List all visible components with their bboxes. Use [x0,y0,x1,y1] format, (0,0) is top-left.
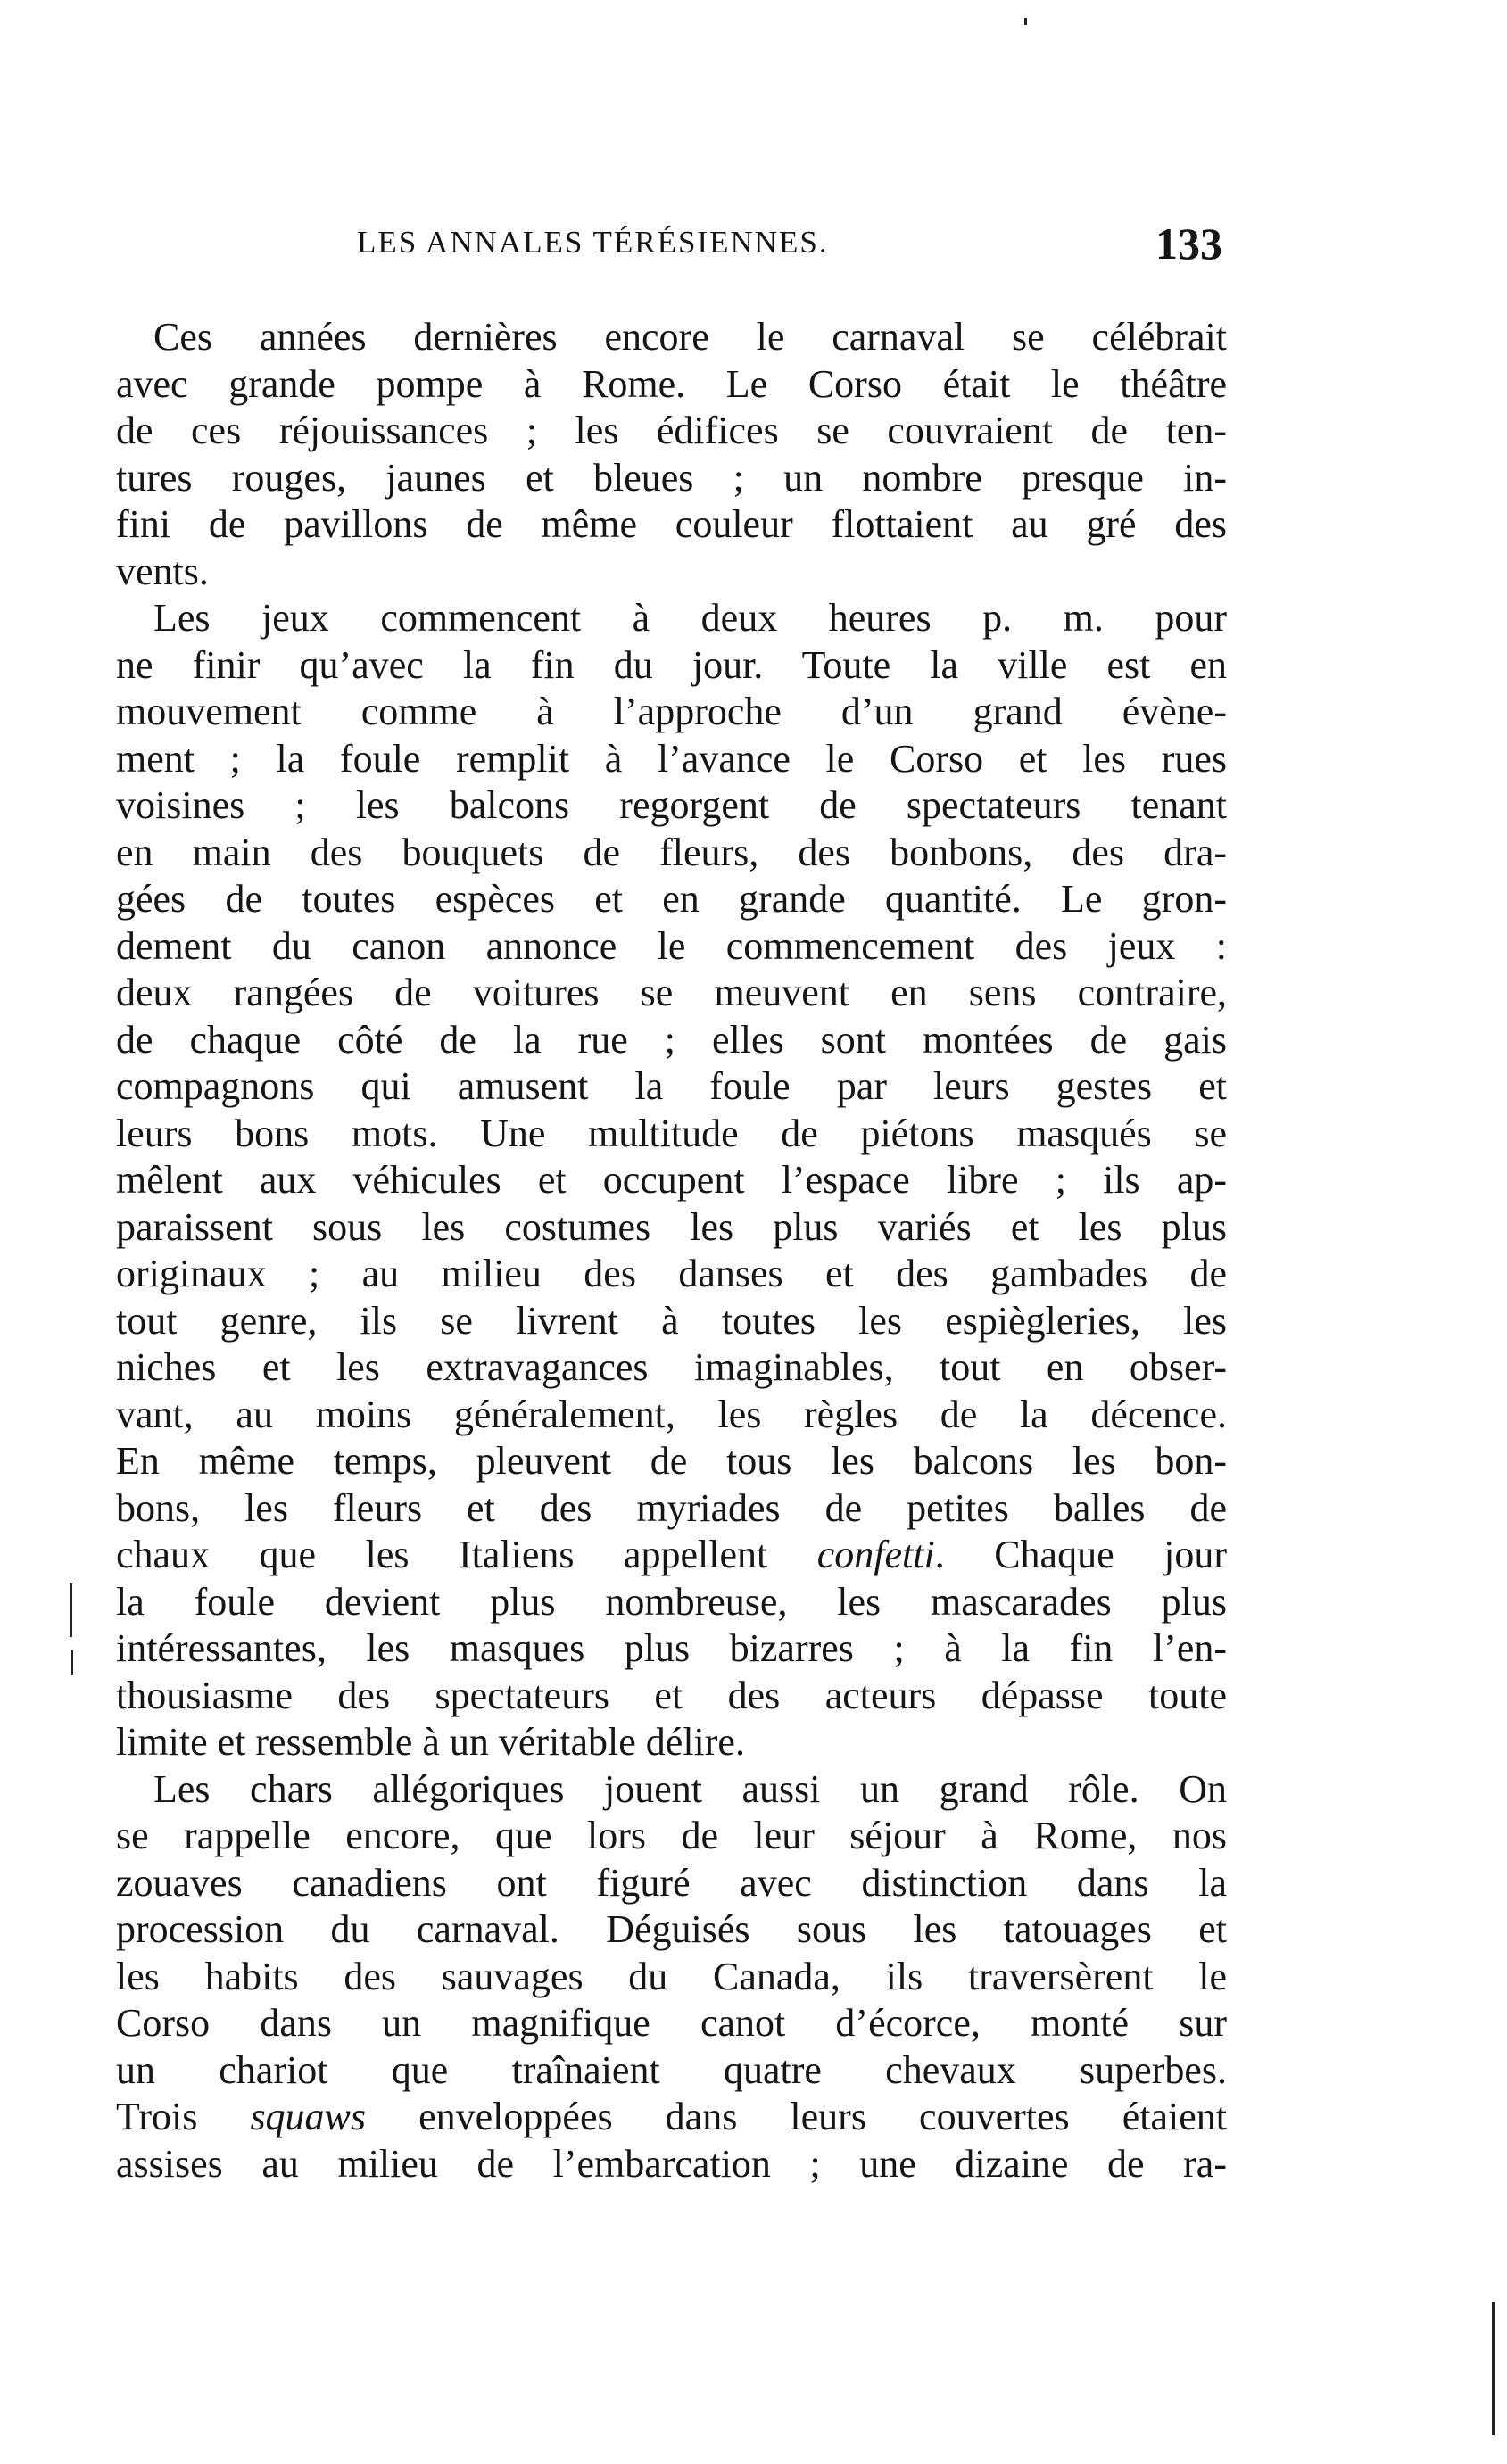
scan-mark [71,1650,73,1675]
running-title: LES ANNALES TÉRÉSIENNES. [357,225,829,260]
text-segment: chaux que les Italiens appellent [116,1533,817,1576]
text-line: paraissent sous les costumes les plus variés et les plus [116,1204,1227,1249]
text-line: Ces années dernières encore le carnaval se célébrait [153,315,1227,359]
text-line: limite et ressemble à un véritable délire. [116,1720,745,1764]
text-line: niches et les extravagances imaginables, tout en obser- [116,1345,1227,1389]
text-line: mouvement comme à l’approche d’un grand évène- [116,690,1227,733]
text-line: ment ; la foule remplit à l’avance le Corso et les rues [116,736,1227,781]
text-line: tures rouges, jaunes et bleues ; un nombre presque in- [116,455,1227,500]
text-line: gées de toutes espèces et en grande quantité. Le gron- [116,877,1227,921]
text-line: bons, les fleurs et des myriades de petites balles de [116,1485,1227,1530]
page-number: 133 [1155,219,1222,269]
text-line: vant, au moins généralement, les règles de la décence. [116,1392,1227,1436]
page-header [116,219,1231,278]
text-line: assises au milieu de l’embarcation ; une dizaine de ra- [116,2141,1227,2186]
text-line: En même temps, pleuvent de tous les balcons les bon- [116,1439,1227,1483]
text-line: ne finir qu’avec la fin du jour. Toute la ville est en [116,642,1227,687]
text-line: zouaves canadiens ont figuré avec distinction dans la [116,1860,1227,1905]
text-line: la foule devient plus nombreuse, les mascarades plus [116,1579,1227,1624]
italic-word: confetti [816,1533,935,1576]
text-line: un chariot que traînaient quatre chevaux superbes. [116,2047,1227,2092]
text-line: Corso dans un magnifique canot d’écorce, monté sur [116,2001,1227,2045]
text-line: en main des bouquets de fleurs, des bonbons, des dra- [116,830,1227,874]
italic-word: squaws [250,2095,367,2138]
text-line: Les chars allégoriques jouent aussi un grand rôle. On [153,1766,1227,1811]
text-line: dement du canon annonce le commencement des jeux : [116,923,1227,968]
text-line: vents. [116,549,209,593]
body-text [116,314,1227,2187]
text-line: originaux ; au milieu des danses et des gambades de [116,1252,1227,1295]
scan-mark [70,1583,72,1637]
scan-mark [1492,2302,1495,2435]
text-line [116,1532,1227,1579]
text-line: thousiasme des spectateurs et des acteurs dépasse toute [116,1673,1227,1717]
text-line: procession du carnaval. Déguisés sous les tatouages et [116,1907,1227,1951]
text-segment: enveloppées dans leurs couvertes étaient [366,2095,1227,2138]
text-segment: Trois [116,2095,251,2138]
text-line: fini de pavillons de même couleur flottaient au gré des [116,502,1227,546]
text-line: avec grande pompe à Rome. Le Corso était le théâtre [116,361,1227,406]
text-line: Les jeux commencent à deux heures p. m. pour [153,596,1227,640]
text-line: mêlent aux véhicules et occupent l’espace libre ; ils ap- [116,1158,1227,1202]
text-line: voisines ; les balcons regorgent de spectateurs tenant [116,783,1227,827]
text-line: leurs bons mots. Une multitude de piétons masqués se [116,1111,1227,1155]
scan-mark [1024,18,1027,25]
text-line: les habits des sauvages du Canada, ils traversèrent le [116,1954,1227,1998]
text-line [116,2094,1227,2141]
text-line: se rappelle encore, que lors de leur séjour à Rome, nos [116,1814,1227,1857]
text-line: de ces réjouissances ; les édifices se couvraient de ten- [116,409,1227,452]
text-line: deux rangées de voitures se meuvent en sens contraire, [116,971,1227,1014]
text-line: de chaque côté de la rue ; elles sont montées de gais [116,1017,1227,1062]
text-line: intéressantes, les masques plus bizarres ; à la fin l’en- [116,1626,1227,1670]
text-segment: . Chaque jour [934,1533,1227,1576]
text-line: tout genre, ils se livrent à toutes les espiègleries, les [116,1298,1227,1343]
text-line: compagnons qui amusent la foule par leurs gestes et [116,1064,1227,1108]
